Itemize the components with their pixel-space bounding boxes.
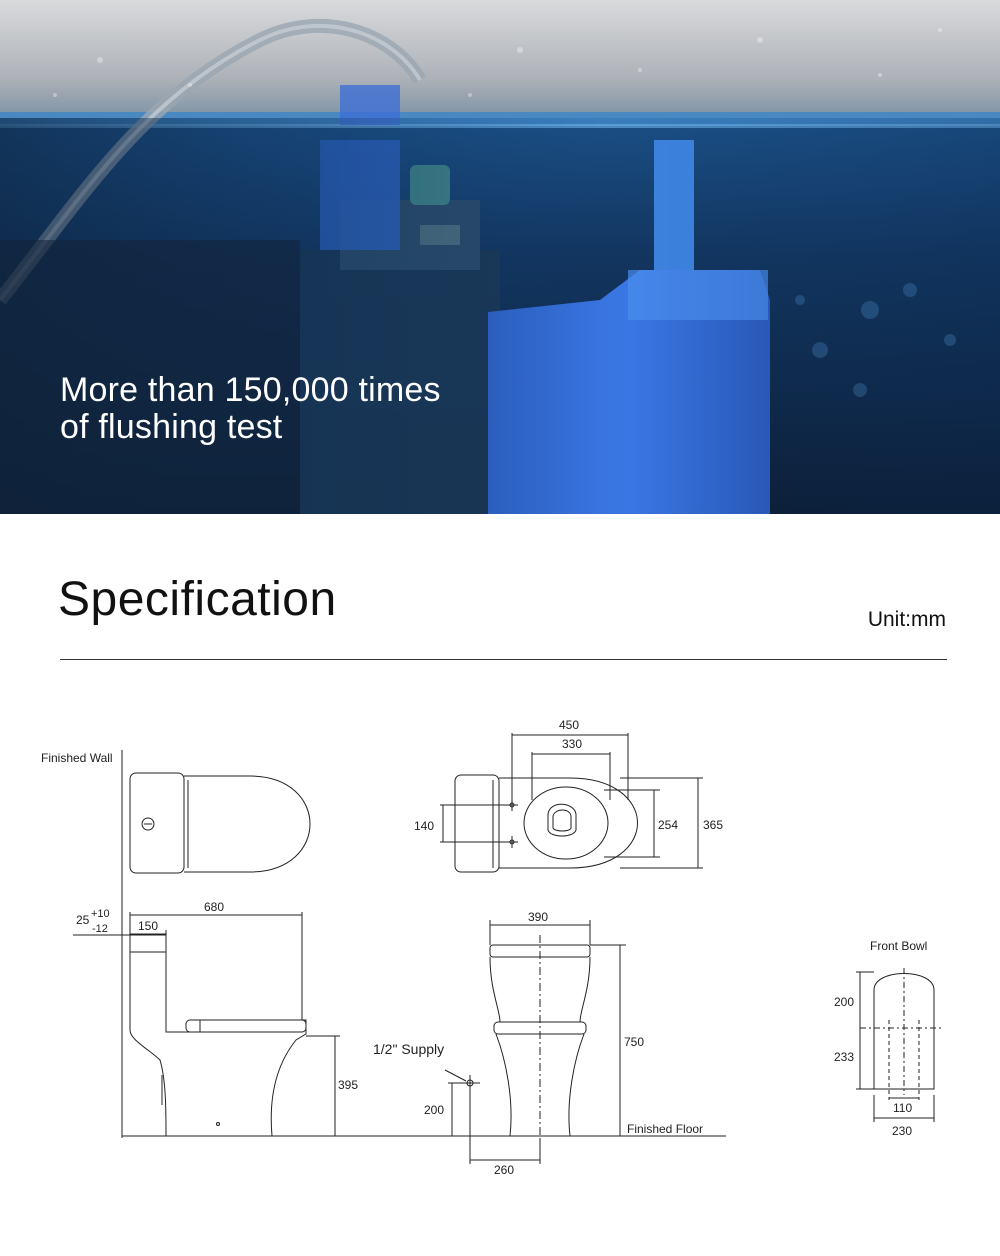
dim-bowl-110: 110 (893, 1101, 913, 1115)
page-title: Specification (58, 573, 337, 626)
dim-bowl-230: 230 (892, 1124, 913, 1138)
hero-banner (0, 0, 1000, 514)
front-bowl-label: Front Bowl (870, 939, 928, 953)
dim-side-395: 395 (338, 1078, 359, 1092)
side-top-view (130, 773, 310, 873)
front-elevation-view (445, 920, 626, 1164)
hero-headline-line1: More than 150,000 times (60, 371, 441, 409)
dim-top-450: 450 (559, 718, 580, 732)
dim-side-680: 680 (204, 900, 225, 914)
finished-floor-label: Finished Floor (627, 1122, 704, 1136)
dim-side-25-plus: +10 (91, 908, 110, 920)
dim-side-25: 25 (76, 913, 90, 927)
dim-supply-200: 200 (424, 1103, 445, 1117)
dim-top-365: 365 (703, 818, 724, 832)
dim-front-750: 750 (624, 1035, 645, 1049)
unit-label: Unit:mm (867, 608, 946, 631)
dim-bowl-233: 233 (834, 1050, 855, 1064)
dim-supply-260: 260 (494, 1163, 515, 1177)
hero-headline (60, 372, 441, 446)
finished-wall-label: Finished Wall (41, 751, 113, 765)
dim-side-150: 150 (138, 919, 159, 933)
dim-top-140: 140 (414, 819, 435, 833)
hero-headline-line2: of flushing test (60, 408, 283, 446)
dimension-drawing (0, 690, 1000, 1256)
top-plan-view (440, 733, 703, 872)
dim-side-25-minus: -12 (92, 923, 108, 935)
dim-front-390: 390 (528, 910, 549, 924)
supply-label: 1/2" Supply (373, 1041, 445, 1057)
dim-top-330: 330 (562, 737, 583, 751)
divider (60, 659, 947, 660)
dim-top-254: 254 (658, 818, 679, 832)
side-elevation-view (73, 912, 340, 1136)
dim-bowl-200: 200 (834, 995, 855, 1009)
front-bowl-view (856, 968, 944, 1122)
